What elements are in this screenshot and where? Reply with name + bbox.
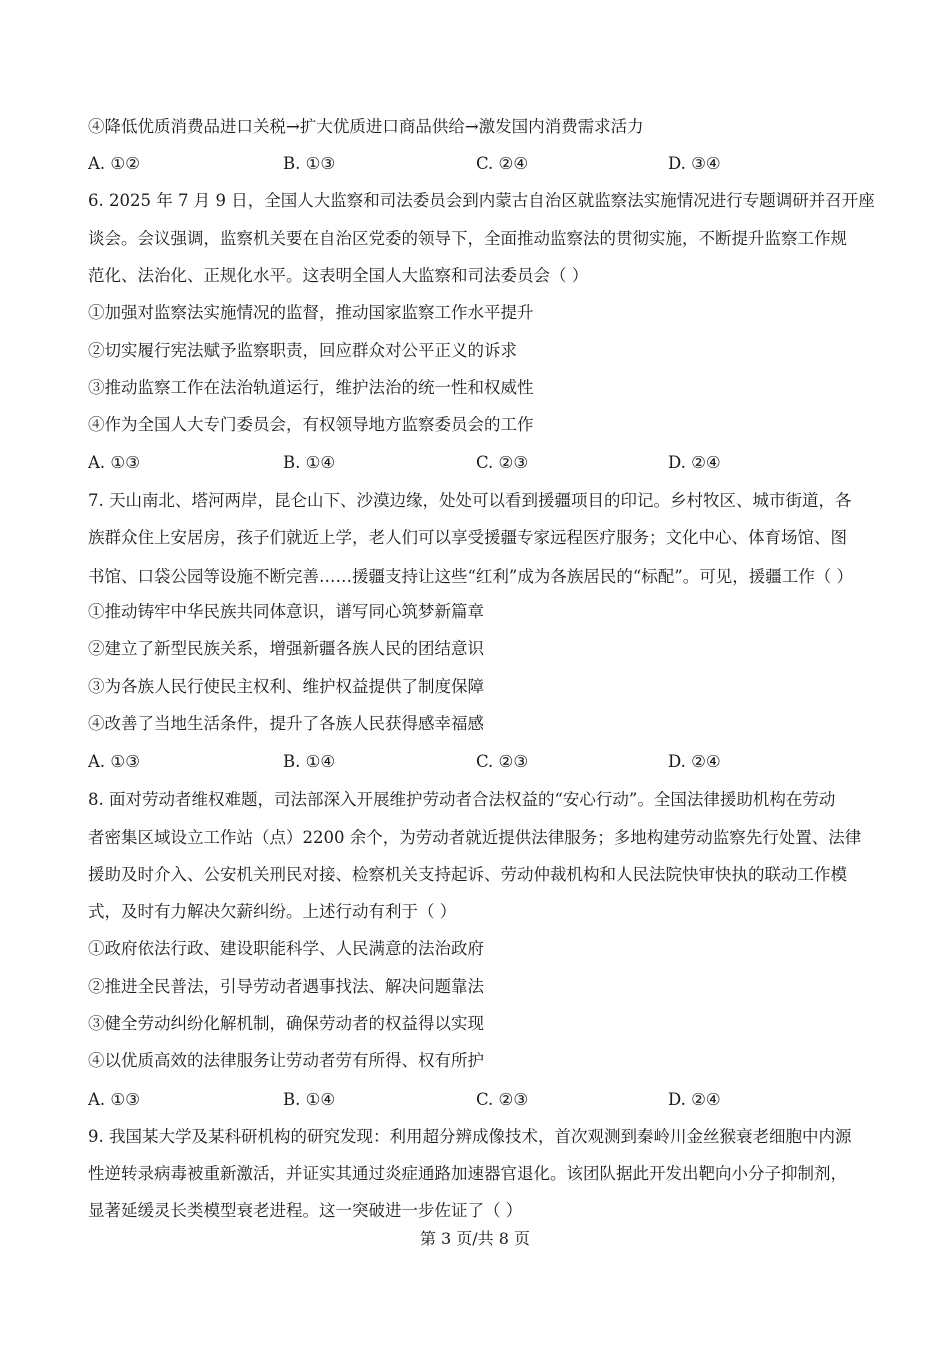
- q7-options: [88, 751, 908, 773]
- q7-line-3: 书馆、口袋公园等设施不断完善……援疆支持让这些“红利”成为各族居民的“标配”。可见，援疆工作（ ）: [88, 567, 853, 586]
- q6-options: [88, 452, 908, 474]
- q8-line-1: 8. 面对劳动者维权难题，司法部深入开展维护劳动者合法权益的“安心行动”。全国法律援助机构在劳动: [88, 790, 836, 809]
- q7-option-d: D. ②④: [668, 752, 721, 771]
- q5-option-d: D. ③④: [668, 154, 721, 173]
- q5-options: [88, 153, 908, 175]
- q8-line-7: ③健全劳动纠纷化解机制，确保劳动者的权益得以实现: [88, 1014, 484, 1033]
- q5-option-c: C. ②④: [476, 154, 529, 173]
- q7-option-c: C. ②③: [476, 752, 529, 771]
- q6-option-d: D. ②④: [668, 453, 721, 472]
- q7-line-6: ③为各族人民行使民主权利、维护权益提供了制度保障: [88, 677, 484, 696]
- q6-line-7: ④作为全国人大专门委员会，有权领导地方监察委员会的工作: [88, 415, 534, 434]
- q7-line-2: 族群众住上安居房，孩子们就近上学，老人们可以享受援疆专家远程医疗服务；文化中心、体育场馆、图: [88, 528, 847, 547]
- q8-line-2: 者密集区域设立工作站（点）2200 余个，为劳动者就近提供法律服务；多地构建劳动监察先行处置、法律: [88, 828, 862, 847]
- q9-line-1: 9. 我国某大学及某科研机构的研究发现：利用超分辨成像技术，首次观测到秦岭川金丝猴衰老细胞中内源: [88, 1127, 852, 1146]
- q8-line-4: 式，及时有力解决欠薪纠纷。上述行动有利于（ ）: [88, 902, 457, 921]
- q5-option-a: A. ①②: [88, 154, 140, 173]
- q7-line-4: ①推动铸牢中华民族共同体意识，谱写同心筑梦新篇章: [88, 602, 484, 621]
- q8-line-6: ②推进全民普法，引导劳动者遇事找法、解决问题靠法: [88, 977, 484, 996]
- q7-line-7: ④改善了当地生活条件，提升了各族人民获得感幸福感: [88, 714, 484, 733]
- q6-line-4: ①加强对监察法实施情况的监督，推动国家监察工作水平提升: [88, 303, 534, 322]
- q5-line-1: ④降低优质消费品进口关税→扩大优质进口商品供给→激发国内消费需求活力: [88, 117, 644, 136]
- q7-option-b: B. ①④: [283, 752, 336, 771]
- q8-option-c: C. ②③: [476, 1090, 529, 1109]
- q6-option-a: A. ①③: [88, 453, 140, 472]
- q6-option-c: C. ②③: [476, 453, 529, 472]
- q6-line-5: ②切实履行宪法赋予监察职责，回应群众对公平正义的诉求: [88, 341, 517, 360]
- q9-line-3: 显著延缓灵长类模型衰老进程。这一突破进一步佐证了（ ）: [88, 1201, 523, 1220]
- q7-line-5: ②建立了新型民族关系，增强新疆各族人民的团结意识: [88, 639, 484, 658]
- q8-option-d: D. ②④: [668, 1090, 721, 1109]
- q8-line-3: 援助及时介入、公安机关刑民对接、检察机关支持起诉、劳动仲裁机构和人民法院快审快执的联动工作模: [88, 865, 847, 884]
- q8-options: [88, 1089, 908, 1111]
- q6-line-3: 范化、法治化、正规化水平。这表明全国人大监察和司法委员会（ ）: [88, 266, 589, 285]
- q9-line-2: 性逆转录病毒被重新激活，并证实其通过炎症通路加速器官退化。该团队据此开发出靶向小分子抑制剂，: [88, 1164, 847, 1183]
- q6-line-1: 6. 2025 年 7 月 9 日，全国人大监察和司法委员会到内蒙古自治区就监察法实施情况进行专题调研并召开座: [88, 191, 875, 210]
- q6-option-b: B. ①④: [283, 453, 336, 472]
- q8-option-b: B. ①④: [283, 1090, 336, 1109]
- page-footer: 第 3 页/共 8 页: [419, 1229, 531, 1248]
- q6-line-2: 谈会。会议强调，监察机关要在自治区党委的领导下，全面推动监察法的贯彻实施，不断提升监察工作规: [88, 229, 847, 248]
- q6-line-6: ③推动监察工作在法治轨道运行，维护法治的统一性和权威性: [88, 378, 534, 397]
- q5-option-b: B. ①③: [283, 154, 336, 173]
- q8-option-a: A. ①③: [88, 1090, 140, 1109]
- q7-line-1: 7. 天山南北、塔河两岸，昆仑山下、沙漠边缘，处处可以看到援疆项目的印记。乡村牧区、城市街道，各: [88, 491, 852, 510]
- q8-line-8: ④以优质高效的法律服务让劳动者劳有所得、权有所护: [88, 1051, 484, 1070]
- q7-option-a: A. ①③: [88, 752, 140, 771]
- q8-line-5: ①政府依法行政、建设职能科学、人民满意的法治政府: [88, 939, 484, 958]
